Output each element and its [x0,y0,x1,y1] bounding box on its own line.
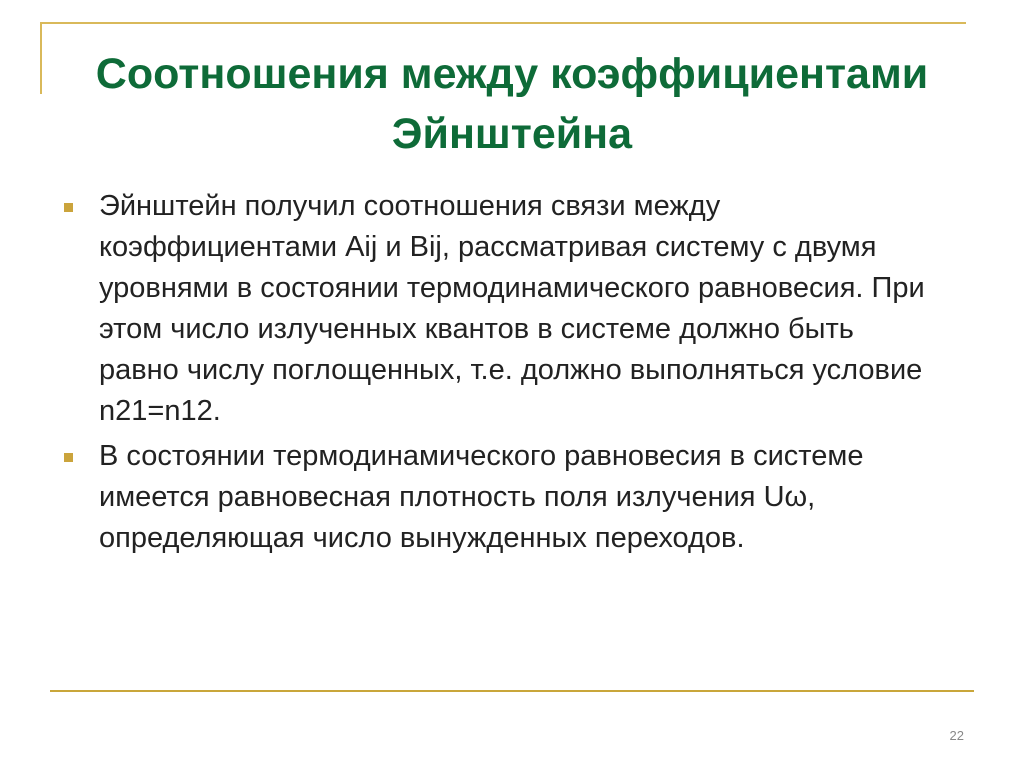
bullet-item [60,186,940,432]
square-bullet-icon [64,203,73,212]
bullet-list [60,186,940,563]
square-bullet-icon [64,453,73,462]
bullet-text: В состоянии термодинамического равновесия в системе имеется равновесная плотность поля излучения Uω, определяющая число вынужденных переходов. [99,440,864,554]
page-number: 22 [949,728,964,743]
bullet-text: Эйнштейн получил соотношения связи между коэффициентами Aij и Bij, рассматривая систему с двумя уровнями в состоянии термодинамического равновесия. При этом число излученных квантов в системе должно быть равно числу поглощенных, т.е. должно выполняться условие n21=n12. [99,190,925,427]
frame-left-line [40,22,42,94]
frame-top-line [40,22,966,24]
bullet-item [60,436,940,559]
bottom-divider [50,690,974,692]
slide-title: Соотношения между коэффициентами Эйнштейна [95,50,929,158]
